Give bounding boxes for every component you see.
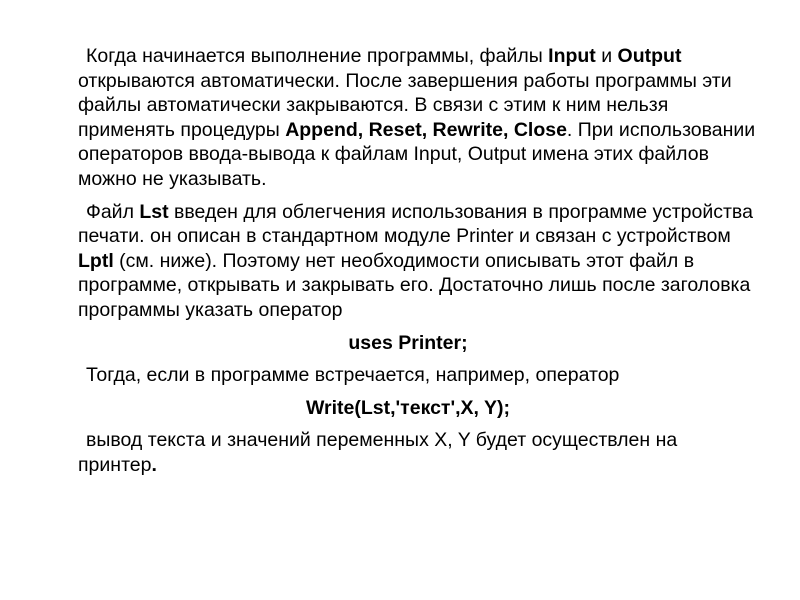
keyword-lptl: Lptl xyxy=(78,249,114,272)
text-segment: Когда начинается выполнение программы, файлы xyxy=(86,45,549,67)
keyword-lst: Lst xyxy=(139,200,169,223)
paragraph-lst-file xyxy=(78,200,758,323)
text-segment: (см. ниже). Поэтому нет необходимости описывать этот файл в программе, открывать и закрывать его. Достаточно лишь после заголовка программы указать оператор xyxy=(78,249,751,321)
paragraph-output-printer xyxy=(78,428,758,477)
paragraph-input-output xyxy=(78,44,758,192)
text-segment: введен для облегчения использования в программе устройства печати. он описан в стандартном модуле Printer и связан с устройством xyxy=(78,200,753,248)
text-segment: Файл xyxy=(86,200,140,223)
bold-period: . xyxy=(151,453,157,476)
keyword-procedures: Append, Reset, Rewrite, Close xyxy=(285,118,567,141)
keyword-input: Input xyxy=(548,45,596,67)
text-segment: и xyxy=(595,45,618,67)
keyword-output: Output xyxy=(617,45,682,67)
code-write-statement: Write(Lst,'текст',X, Y); xyxy=(305,396,511,419)
text-segment: открываются автоматически. После завершения работы программы эти файлы автоматически закрываются. В связи с этим к ним нельзя применять процедуры xyxy=(78,69,732,141)
code-uses-printer: uses Printer; xyxy=(348,331,468,354)
text-segment: . При использовании операторов ввода-вывода к файлам Input, Output имена этих файлов можно не указывать. xyxy=(78,118,756,190)
paragraph-then: Тогда, если в программе встречается, например, оператор xyxy=(86,364,620,387)
slide-text-body xyxy=(78,44,758,486)
text-segment: вывод текста и значений переменных X, Y будет осуществлен на принтер xyxy=(78,429,678,476)
